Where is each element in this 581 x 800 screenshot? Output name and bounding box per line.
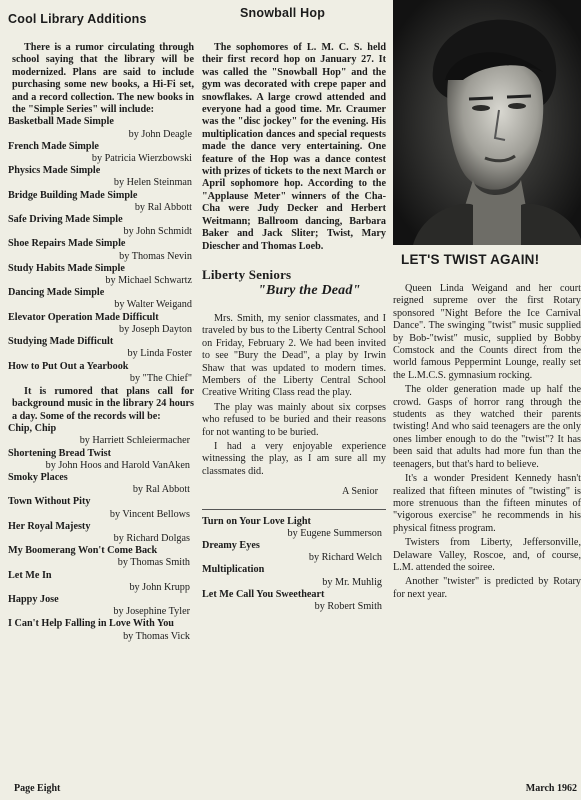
record-title: Smoky Places [8, 471, 68, 483]
record-title: Let Me Call You Sweetheart [202, 588, 325, 600]
book-author: by Linda Foster [127, 348, 192, 360]
record-author: by Mr. Muhlig [322, 576, 382, 588]
record-author: by Richard Welch [308, 552, 382, 564]
column-twist [393, 252, 581, 601]
snowball-title: Snowball Hop [240, 6, 326, 20]
book-author: by "The Chief" [129, 372, 192, 384]
record-author: by Josephine Tyler [113, 606, 190, 618]
twist-p3: It's a wonder President Kennedy hasn't realized that fifteen minutes of "twisting" is more strenuous than the fifteen minutes of "vigorous exercise" he recommends in his physical fitness program. [393, 473, 581, 534]
book-author: by Michael Schwartz [105, 275, 192, 287]
seniors-title: Liberty Seniors [202, 266, 292, 282]
record-title: Shortening Bread Twist [8, 447, 112, 459]
record-author: by Ral Abbott [132, 484, 190, 496]
record-list-2 [202, 509, 386, 614]
record-item [8, 570, 194, 594]
seniors-p1: Mrs. Smith, my senior classmates, and I traveled by bus to the Liberty Central School on Friday, February 2. We had been invited to see "Bury the Dead", a play by Irwin Shaw that was updated to modern times. Members of the Liberty Central School Creative Writing Class read the play. [202, 312, 386, 399]
book-title: Shoe Repairs Made Simple [8, 238, 126, 250]
record-item [8, 545, 194, 569]
record-item [202, 516, 386, 540]
book-item [8, 141, 194, 165]
book-item [8, 165, 194, 189]
book-author: by John Schmidt [123, 226, 192, 238]
record-author: by Eugene Summerson [287, 527, 382, 539]
book-title: Bridge Building Made Simple [8, 189, 138, 201]
record-title: Town Without Pity [8, 496, 91, 508]
record-item [202, 589, 386, 613]
date-footer: March 1962 [525, 783, 577, 794]
seniors-heading [202, 267, 386, 299]
book-item [8, 190, 194, 214]
book-item [8, 361, 194, 385]
record-author: by Thomas Smith [117, 557, 190, 569]
book-item [8, 263, 194, 287]
record-author: by Richard Dolgas [113, 532, 190, 544]
record-item [8, 448, 194, 472]
seniors-p3: I had a very enjoyable experience witnessing the play, as I am sure all my classmates did. [202, 440, 386, 477]
book-author: by Walter Weigand [114, 299, 192, 311]
book-list [8, 116, 194, 384]
library-title: Cool Library Additions [8, 12, 147, 26]
twist-p4: Twisters from Liberty, Jeffersonville, Delaware Valley, Roscoe, and, of course, L.M. attended the soiree. [393, 537, 581, 573]
column-snowball [202, 0, 386, 613]
book-item [8, 214, 194, 238]
record-item [202, 540, 386, 564]
twist-p5: Another "twister" is predicted by Rotary for next year. [393, 576, 581, 600]
record-author: by Robert Smith [314, 601, 382, 613]
record-item [8, 472, 194, 496]
record-title: Her Royal Majesty [8, 520, 91, 532]
book-title: Physics Made Simple [8, 165, 101, 177]
book-title: Dancing Made Simple [8, 287, 105, 299]
book-item [8, 116, 194, 140]
portrait-illustration [393, 0, 581, 245]
record-item [8, 423, 194, 447]
record-title: My Boomerang Won't Come Back [8, 545, 158, 557]
book-author: by Joseph Dayton [118, 323, 192, 335]
record-author: by Vincent Bellows [109, 508, 190, 520]
book-author: by Ral Abbott [134, 201, 192, 213]
book-title: French Made Simple [8, 140, 99, 152]
record-title: Let Me In [8, 569, 52, 581]
records-intro: It is rumored that plans call for background music in the library 24 hours a day. Some of the records will be: [12, 385, 194, 422]
book-author: by Thomas Nevin [119, 250, 192, 262]
seniors-subtitle: "Bury the Dead" [258, 282, 361, 298]
book-title: Basketball Made Simple [8, 116, 114, 128]
record-author: by Thomas Vick [123, 630, 190, 642]
seniors-p2: The play was mainly about six corpses who refused to be buried and their reasons for not wanting to be buried. [202, 401, 386, 438]
library-intro: There is a rumor circulating through school saying that the library will be modernized. Plans are said to include purchasing some new books, a Hi-Fi set, and a record collection. The new books in the "Simple Series" will include: [12, 42, 194, 116]
record-author: by John Krupp [129, 581, 190, 593]
book-title: Elevator Operation Made Difficult [8, 311, 159, 323]
record-title: Turn on Your Love Light [202, 515, 311, 527]
book-item [8, 312, 194, 336]
twist-photo [393, 0, 581, 245]
record-title: Multiplication [202, 564, 265, 576]
record-item [8, 521, 194, 545]
book-title: Study Habits Made Simple [8, 262, 125, 274]
book-title: Studying Made Difficult [8, 336, 114, 348]
twist-p2: The older generation made up half the crowd. Gasps of horror rang through the students as they watched their parents twisting! And who said teenagers are the only ones limber enough to do the "twist"? It has been said that adults had more fun than the teenagers, but that's hard to believe. [393, 384, 581, 470]
twist-p1: Queen Linda Weigand and her court reigned supreme over the first Rotary sponsored "Night Before the Ice Carnival Dance". The swinging "twist" music supplied by Bob-"twist" music, supplied by Bobby Comstock and the Counts direct from the world famous Peppermint Lounge, really set the L.M.C.S. gymnasium rocking. [393, 283, 581, 381]
record-item [202, 564, 386, 588]
record-title: Dreamy Eyes [202, 540, 260, 551]
record-item [8, 594, 194, 618]
record-title: Happy Jose [8, 593, 59, 605]
record-title: I Can't Help Falling in Love With You [8, 618, 174, 630]
page-footer: Page Eight [14, 783, 61, 794]
record-title: Chip, Chip [8, 423, 57, 435]
book-title: Safe Driving Made Simple [8, 214, 123, 226]
record-author: by John Hoos and Harold VanAken [45, 459, 190, 471]
column-library [8, 0, 194, 643]
book-title: How to Put Out a Yearbook [8, 360, 129, 372]
record-item [8, 618, 194, 642]
record-author: by Harriett Schleiermacher [79, 435, 190, 447]
seniors-signature: A Senior [342, 486, 378, 498]
book-author: by Patricia Wierzbowski [91, 153, 192, 165]
record-item [8, 496, 194, 520]
book-author: by John Deagle [128, 128, 192, 140]
twist-title: LET'S TWIST AGAIN! [401, 252, 540, 267]
book-item [8, 287, 194, 311]
record-list [8, 423, 194, 643]
book-item [8, 336, 194, 360]
book-item [8, 238, 194, 262]
book-author: by Helen Steinman [113, 177, 192, 189]
snowball-body: The sophomores of L. M. C. S. held their first record hop on January 27. It was called the "Snowball Hop" and the gym was decorated with crepe paper and snowflakes. A large crowd attended and everyone had a good time. Mr. Craumer was the "disc jockey" for the evening. His multiplication dances and special requests made the dance very entertaining. One feature of the Hop was a dance contest with prizes of tickets to the next March or April sophomore hop. According to the "Applause Meter" winners of the Cha-Cha were Judy Decker and Herbert Weitmann; Ballroom dancing, Barbara Baker and Jack Sliter; Twist, Mary Diescher and Thomas Loeb. [202, 42, 386, 252]
